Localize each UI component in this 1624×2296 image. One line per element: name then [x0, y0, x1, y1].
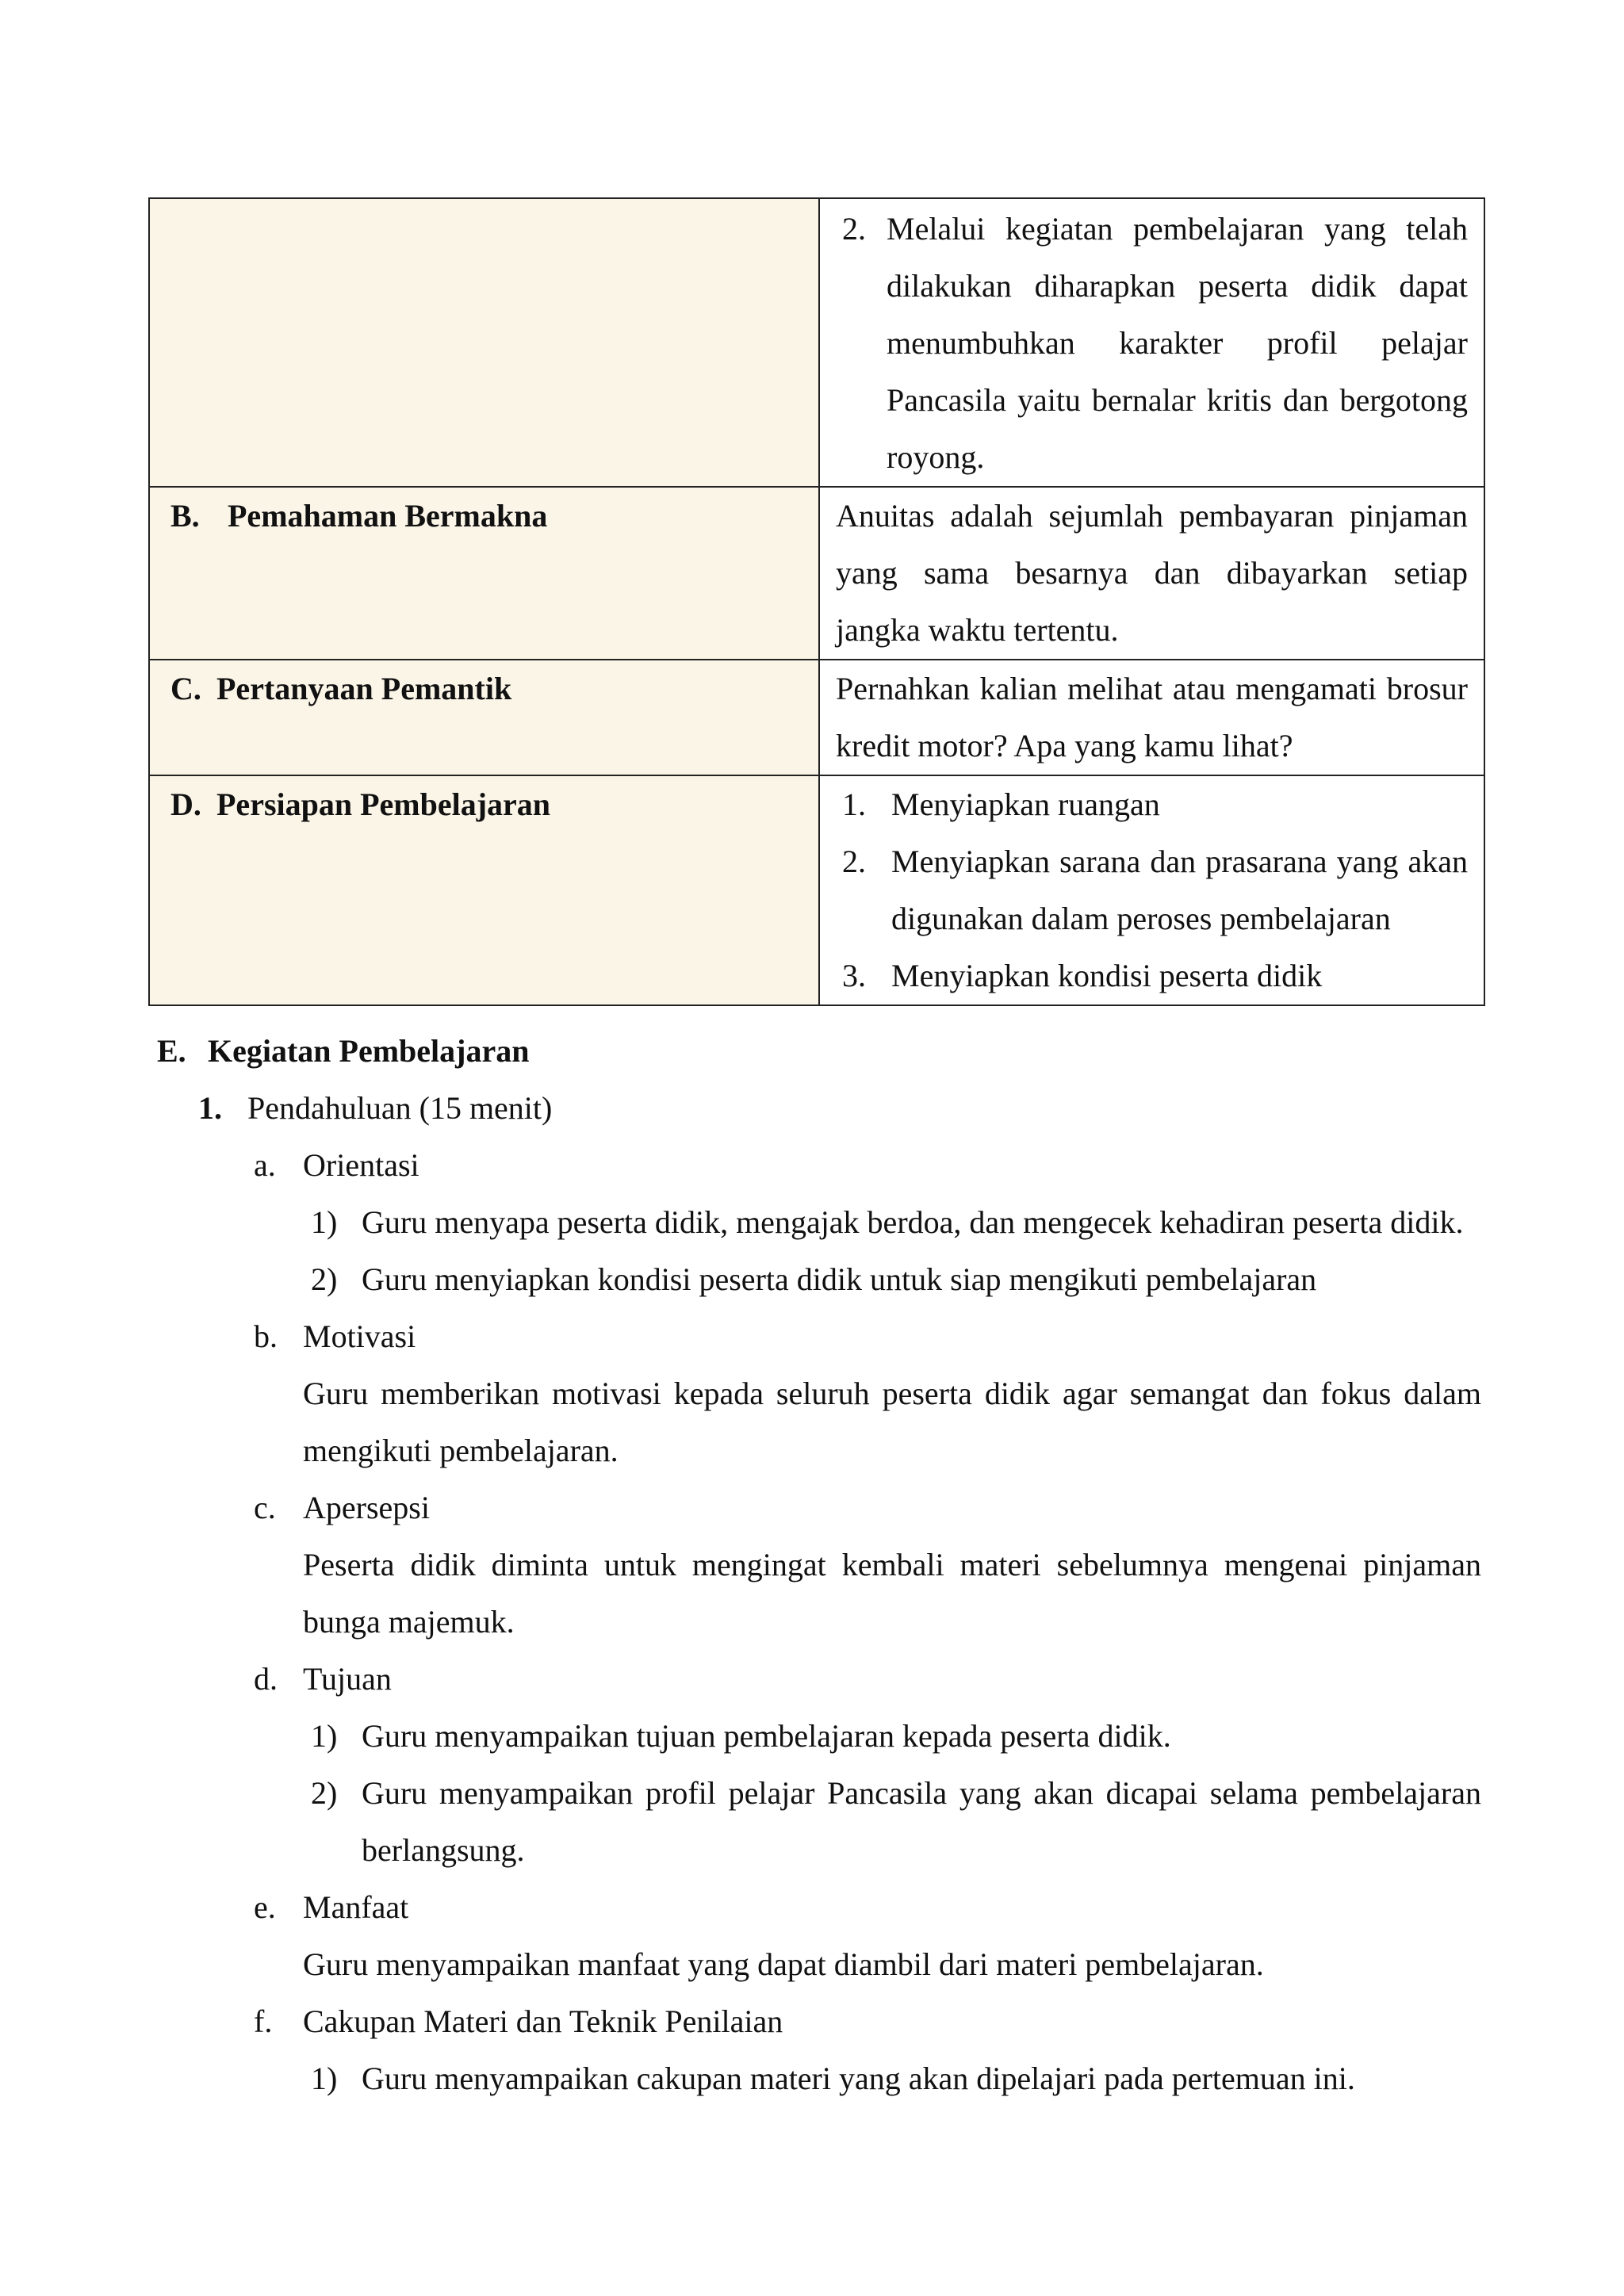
list-item — [836, 833, 1468, 947]
row-c-content-cell — [819, 660, 1484, 775]
list-item-number: 1) — [311, 1204, 338, 1240]
lesson-plan-table — [148, 197, 1485, 1006]
subsection-d-title: Tujuan — [303, 1661, 392, 1697]
list-item — [836, 776, 1468, 833]
list-item-number: 2) — [311, 1261, 338, 1297]
subsection-b-title: Motivasi — [303, 1318, 416, 1354]
subsection-b-letter: b. — [254, 1318, 278, 1354]
subsection-c-letter: c. — [254, 1490, 276, 1525]
subsection-d-letter: d. — [254, 1661, 278, 1697]
row-d-label-cell — [149, 775, 819, 1005]
list-item-number: 1. — [842, 786, 866, 822]
row-d-letter: D. — [170, 786, 201, 822]
row-d-content-cell — [819, 775, 1484, 1005]
list-item-text: Guru menyampaikan profil pelajar Pancasila yang akan dicapai selama pembelajaran berlangsung. — [362, 1775, 1481, 1868]
row-c-content: Pernahkan kalian melihat atau mengamati brosur kredit motor? Apa yang kamu lihat? — [836, 671, 1468, 763]
table-row — [149, 775, 1484, 1005]
row-b-letter: B. — [170, 498, 200, 534]
section-e-title: Kegiatan Pembelajaran — [208, 1033, 530, 1069]
row-a-label-cell — [149, 198, 819, 487]
table-row — [149, 487, 1484, 660]
row-c-label-cell — [149, 660, 819, 775]
list-item-number: 2. — [842, 211, 866, 247]
list-item — [836, 947, 1468, 1004]
subsection-b-text: Guru memberikan motivasi kepada seluruh peserta didik agar semangat dan fokus dalam mengikuti pembelajaran. — [303, 1376, 1481, 1468]
list-item-number: 2. — [842, 844, 866, 879]
list-item-text: Menyiapkan sarana dan prasarana yang akan digunakan dalam peroses pembelajaran — [891, 844, 1468, 936]
row-a-content-cell — [819, 198, 1484, 487]
list-item-text: Guru menyampaikan cakupan materi yang akan dipelajari pada pertemuan ini. — [362, 2061, 1355, 2096]
row-b-label-cell — [149, 487, 819, 660]
row-c-letter: C. — [170, 671, 201, 706]
row-b-label: Pemahaman Bermakna — [228, 498, 548, 534]
subsection-c-text: Peserta didik diminta untuk mengingat kembali materi sebelumnya mengenai pinjaman bunga majemuk. — [303, 1547, 1481, 1640]
list-item-number: 2) — [311, 1775, 338, 1811]
list-item-text: Guru menyapa peserta didik, mengajak berdoa, dan mengecek kehadiran peserta didik. — [362, 1204, 1464, 1240]
list-item-text: Menyiapkan kondisi peserta didik — [891, 958, 1323, 993]
list-item-text: Guru menyiapkan kondisi peserta didik untuk siap mengikuti pembelajaran — [362, 1261, 1317, 1297]
table-row — [149, 660, 1484, 775]
list-item-number: 1) — [311, 1718, 338, 1754]
list-item-text: Melalui kegiatan pembelajaran yang telah dilakukan diharapkan peserta didik dapat menumbuhkan karakter profil pelajar Pancasila yaitu bernalar kritis dan bergotong royong. — [887, 211, 1468, 475]
list-item-text: Menyiapkan ruangan — [891, 786, 1160, 822]
row-b-content: Anuitas adalah sejumlah pembayaran pinjaman yang sama besarnya dan dibayarkan setiap jangka waktu tertentu. — [836, 498, 1468, 648]
list-item-number: 3. — [842, 958, 866, 993]
row-c-label: Pertanyaan Pemantik — [216, 671, 512, 706]
list-item-number: 1) — [311, 2061, 338, 2096]
subsection-e-letter: e. — [254, 1889, 276, 1925]
list-item-text: Guru menyampaikan tujuan pembelajaran kepada peserta didik. — [362, 1718, 1171, 1754]
subsection-e-title: Manfaat — [303, 1889, 409, 1925]
subsection-c-title: Apersepsi — [303, 1490, 430, 1525]
part1-title: Pendahuluan (15 menit) — [247, 1090, 553, 1126]
row-b-content-cell — [819, 487, 1484, 660]
part1-number: 1. — [198, 1090, 222, 1126]
subsection-a-letter: a. — [254, 1147, 276, 1183]
subsection-a-title: Orientasi — [303, 1147, 419, 1183]
section-e-letter: E. — [157, 1033, 186, 1069]
row-d-label: Persiapan Pembelajaran — [216, 786, 551, 822]
subsection-e-text: Guru menyampaikan manfaat yang dapat diambil dari materi pembelajaran. — [303, 1946, 1264, 1982]
subsection-f-title: Cakupan Materi dan Teknik Penilaian — [303, 2003, 783, 2039]
list-item — [836, 201, 1468, 486]
table-row — [149, 198, 1484, 487]
subsection-f-letter: f. — [254, 2003, 273, 2039]
